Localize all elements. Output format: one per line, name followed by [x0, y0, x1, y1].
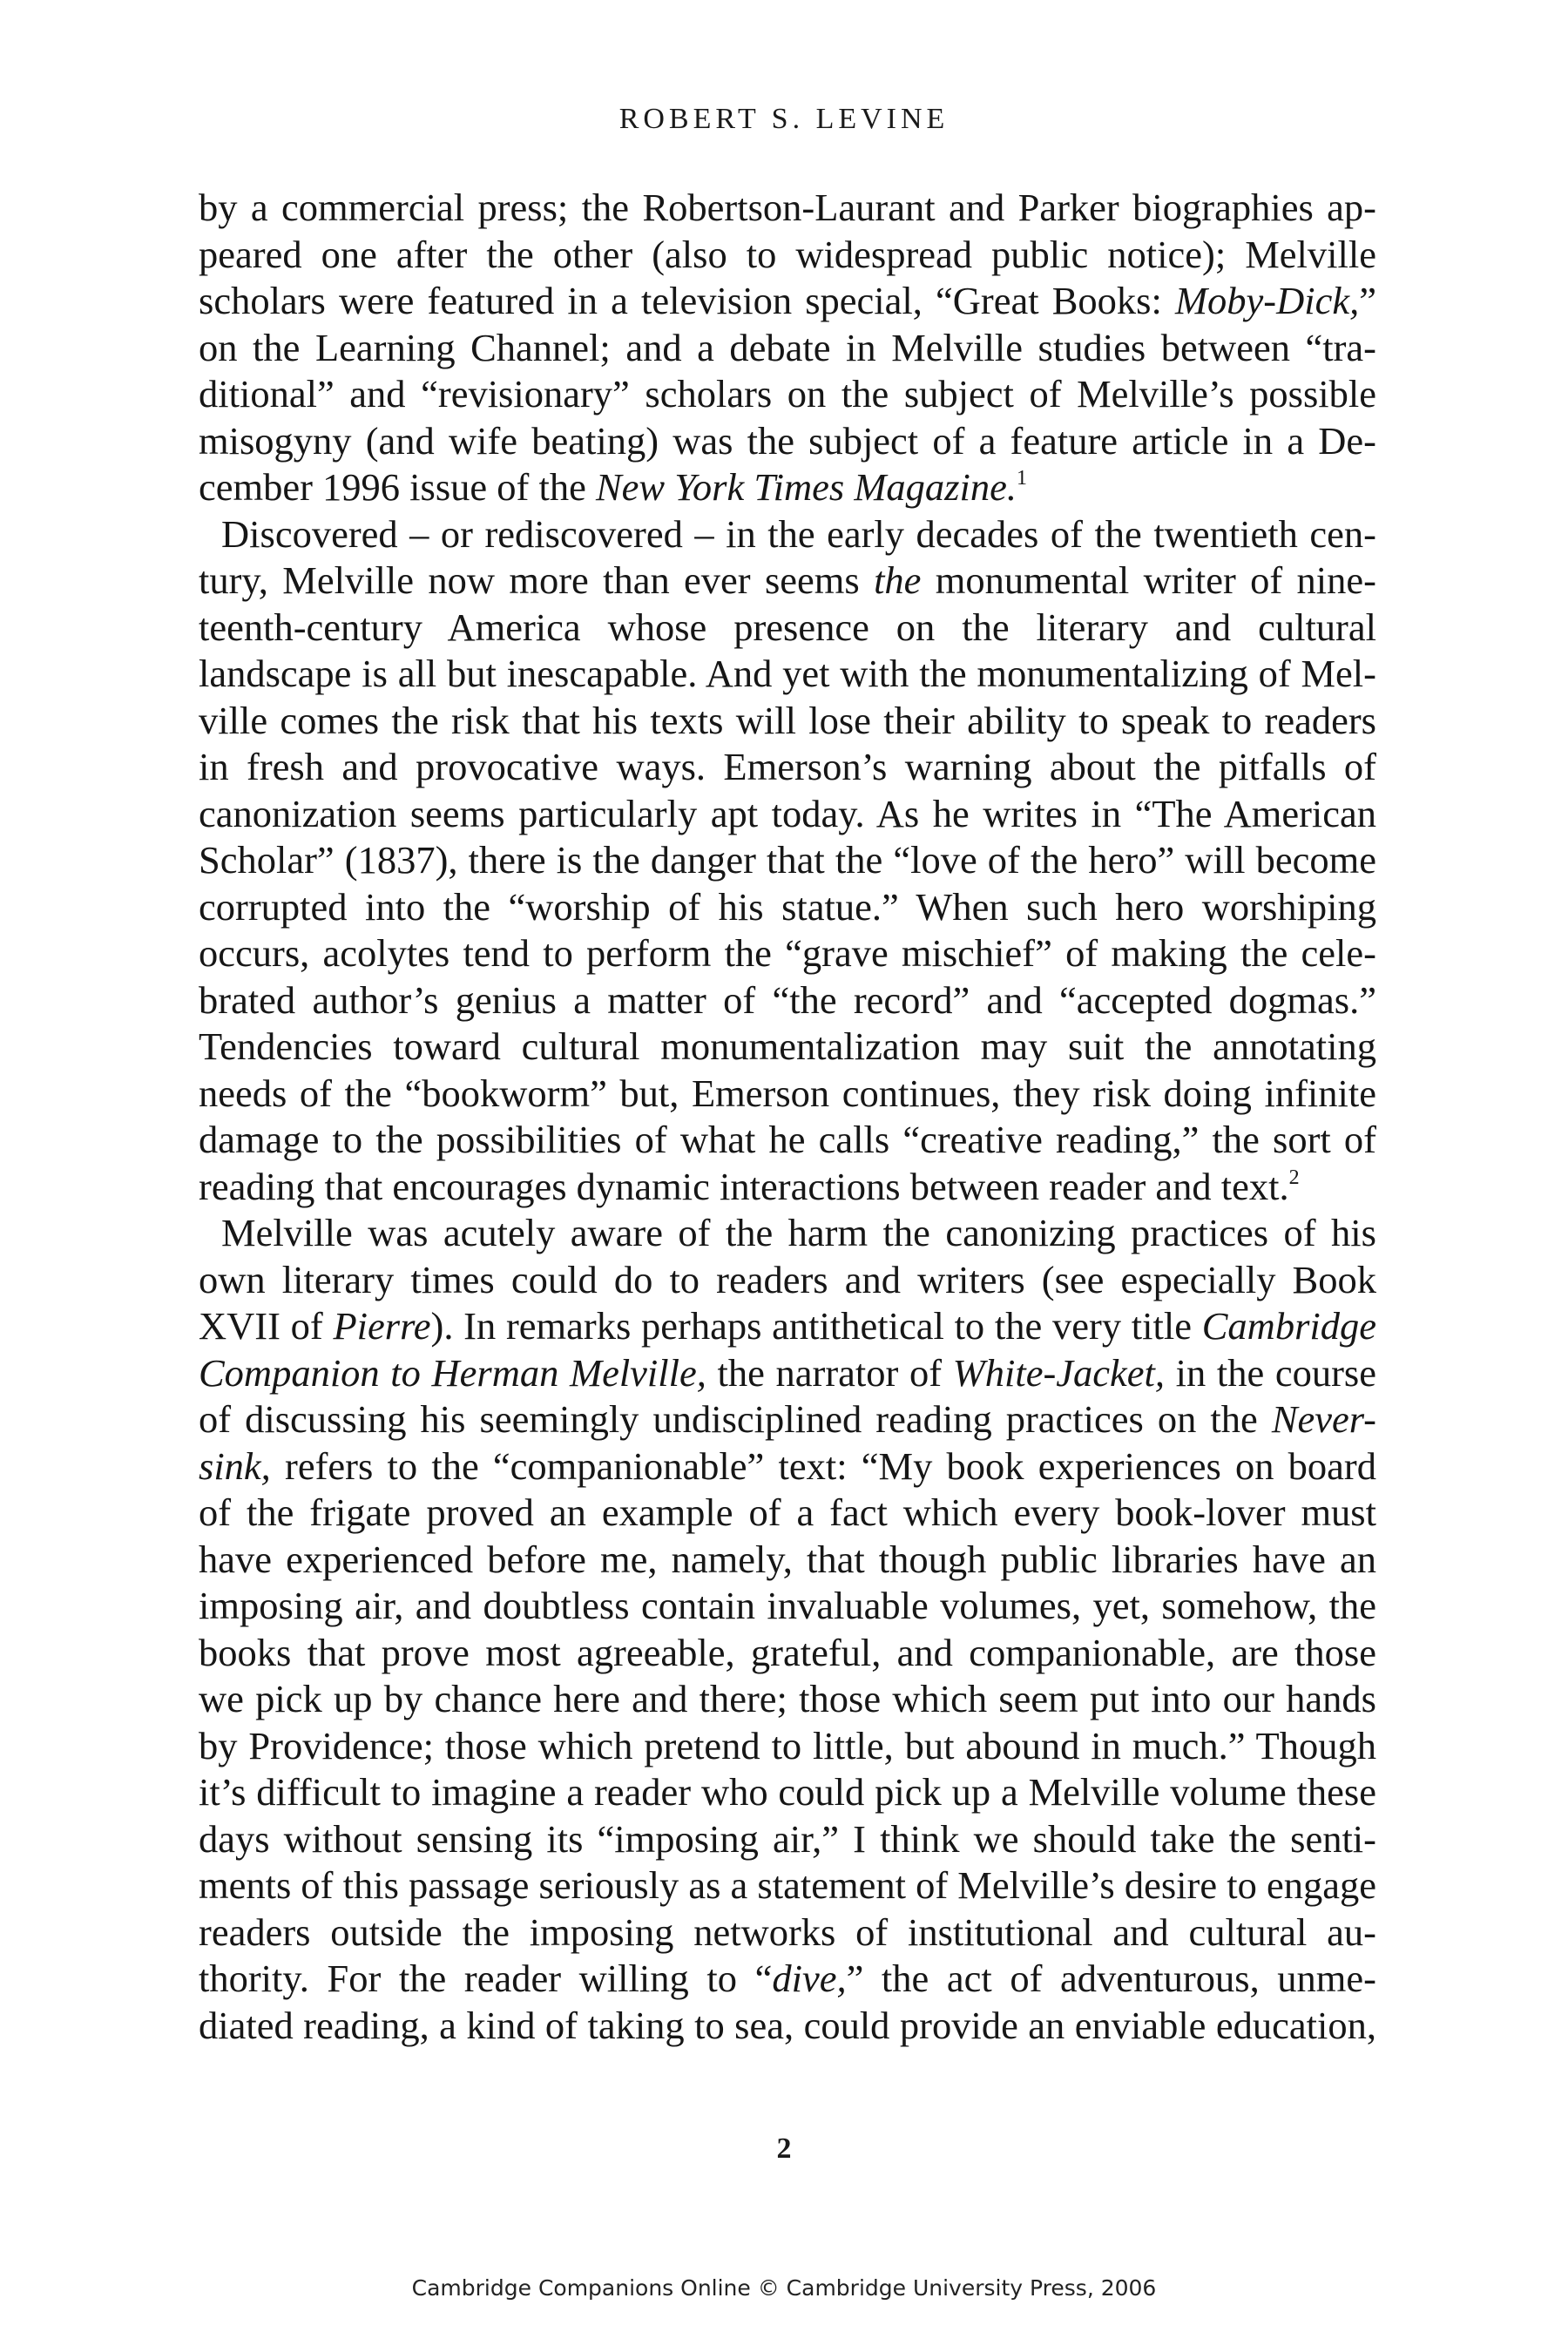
text-line: ments of this passage seriously as a statement of Melville’s desire to engage — [199, 1863, 1376, 1907]
text-line: ditional” and “revisionary” scholars on the subject of Melville’s possible — [199, 372, 1376, 416]
book-title-companion: Companion to Herman Melville, — [199, 1350, 706, 1395]
text-line: Melville was acutely aware of the harm the canonizing practices of his — [221, 1211, 1376, 1254]
book-title-companion: Cambridge — [1201, 1304, 1376, 1348]
text-line — [199, 1443, 1376, 1490]
footnote-marker: 1 — [1016, 467, 1027, 490]
text-line — [199, 1164, 1376, 1211]
paragraph-3 — [199, 1210, 1376, 2049]
text-line: brated author’s genius a matter of “the record” and “accepted dogmas.” — [199, 977, 1376, 1022]
text-line: damage to the possibilities of what he calls “creative reading,” the sort of — [199, 1118, 1376, 1161]
text-line: peared one after the other (also to widespread public notice); Melville — [199, 232, 1376, 276]
ship-name-neversink: sink, — [199, 1443, 271, 1488]
text-line: landscape is all but inescapable. And yet with the monumentalizing of Mel- — [199, 652, 1376, 695]
text-line: it’s difficult to imagine a reader who could pick up a Melville volume these — [199, 1770, 1376, 1814]
text-line: canonization seems particularly apt today. As he writes in “The American — [199, 791, 1376, 835]
text-run: XVII of — [199, 1304, 334, 1348]
text-run: thority. For the reader willing to “ — [199, 1957, 773, 2000]
text-line: Scholar” (1837), there is the danger that the “love of the hero” will become — [199, 838, 1376, 882]
text-line: books that prove most agreeable, grateful, and companionable, are those — [199, 1630, 1376, 1674]
text-line — [199, 278, 1376, 325]
text-run: ). In remarks perhaps antithetical to the very title — [430, 1304, 1202, 1348]
paragraph-1 — [199, 185, 1376, 511]
text-line: by a commercial press; the Robertson-Laurant and Parker biographies ap- — [199, 186, 1376, 229]
text-line: ville comes the risk that his texts will lose their ability to speak to readers — [199, 698, 1376, 742]
text-line: diated reading, a kind of taking to sea, could provide an enviable education, — [199, 2003, 1376, 2047]
text-line: have experienced before me, namely, that though public libraries have an — [199, 1537, 1376, 1581]
text-line: on the Learning Channel; and a debate in Melville studies between “tra- — [199, 325, 1376, 369]
text-line: days without sensing its “imposing air,” I think we should take the senti- — [199, 1816, 1376, 1861]
text-line: Tendencies toward cultural monumentalization may suit the annotating — [199, 1024, 1376, 1068]
text-line: needs of the “bookworm” but, Emerson continues, they risk doing infinite — [199, 1071, 1376, 1115]
text-line: we pick up by chance here and there; those which seem put into our hands — [199, 1677, 1376, 1720]
text-run: ” the act of adventurous, unme- — [846, 1957, 1376, 2000]
text-line — [199, 1956, 1376, 2003]
running-head: ROBERT S. LEVINE — [618, 103, 950, 135]
text-line: in fresh and provocative ways. Emerson’s warning about the pitfalls of — [199, 745, 1376, 788]
text-line — [199, 1303, 1376, 1350]
copyright-footer: Cambridge Companions Online © Cambridge University Press, 2006 — [411, 2275, 1157, 2301]
text-run: the narrator of — [706, 1350, 953, 1395]
text-run: scholars were featured in a television special, “Great Books: — [199, 279, 1175, 322]
body-text — [199, 185, 1376, 2049]
text-line: corrupted into the “worship of his statue.” When such hero worshiping — [199, 884, 1376, 929]
emphasis: the — [874, 558, 922, 602]
text-run: refers to the “companionable” text: “My book experiences on board — [270, 1443, 1376, 1488]
text-run: tury, Melville now more than ever seems — [199, 558, 875, 602]
text-run: monumental writer of nine- — [921, 558, 1376, 602]
text-line — [199, 464, 1376, 511]
book-title-moby-dick: Moby-Dick, — [1174, 279, 1360, 322]
text-run: cember 1996 issue of the — [199, 465, 596, 509]
text-line: teenth-century America whose presence on the literary and cultural — [199, 605, 1376, 649]
emphasis: dive, — [772, 1957, 847, 2000]
book-title-white-jacket: White-Jacket, — [952, 1350, 1166, 1395]
text-run: of discussing his seemingly undisciplined reading practices on the — [199, 1397, 1272, 1441]
text-line — [199, 1350, 1376, 1397]
text-line — [199, 558, 1376, 605]
paragraph-2 — [199, 511, 1376, 1211]
text-line: of the frigate proved an example of a fact which every book-lover must — [199, 1490, 1376, 1534]
page-number: 2 — [776, 2132, 792, 2165]
text-line — [199, 1396, 1376, 1443]
text-line: own literary times could do to readers and writers (see especially Book — [199, 1257, 1376, 1301]
footnote-marker: 2 — [1288, 1166, 1300, 1189]
text-run: reading that encourages dynamic interactions between reader and text. — [199, 1164, 1289, 1208]
text-line: by Providence; those which pretend to little, but abound in much.” Though — [199, 1723, 1376, 1767]
ship-name-neversink: Never- — [1271, 1397, 1376, 1441]
text-line: occurs, acolytes tend to perform the “grave mischief” of making the cele- — [199, 931, 1376, 975]
text-run: ” — [1359, 279, 1376, 322]
book-title-pierre: Pierre — [333, 1304, 431, 1348]
text-line: imposing air, and doubtless contain invaluable volumes, yet, somehow, the — [199, 1584, 1376, 1627]
publication-title: New York Times Magazine. — [596, 465, 1017, 509]
text-line: Discovered – or rediscovered – in the early decades of the twentieth cen- — [221, 511, 1376, 556]
text-line: misogyny (and wife beating) was the subject of a feature article in a De- — [199, 418, 1376, 463]
text-line: readers outside the imposing networks of institutional and cultural au- — [199, 1909, 1376, 1954]
text-run: in the course — [1165, 1350, 1376, 1395]
